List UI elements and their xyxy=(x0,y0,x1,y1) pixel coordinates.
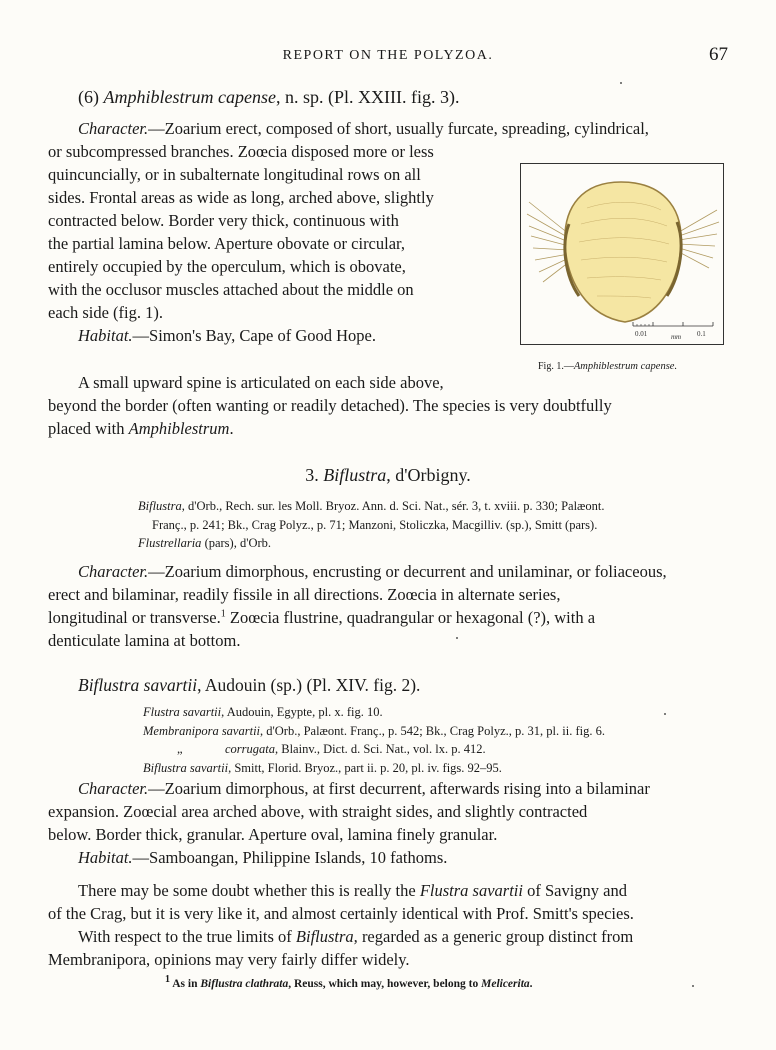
discussion-text: With respect to the true limits of xyxy=(78,927,296,946)
genus-character-line-2: erect and bilaminar, readily fissile in all directions. Zoœcia in alternate series, xyxy=(48,585,561,604)
species-suffix: , Audouin (sp.) (Pl. XIV. fig. 2). xyxy=(197,675,421,695)
discussion-text: regarded as a generic group distinct from xyxy=(357,927,634,946)
note-end: . xyxy=(229,419,234,438)
genus-references xyxy=(138,497,728,553)
ref-text: , Blainv., Dict. d. Sci. Nat., vol. lx. p. 412. xyxy=(275,742,486,756)
genus-character xyxy=(48,560,728,652)
character-text: —Zoarium dimorphous, at first decurrent, afterwards rising into a bilaminar xyxy=(148,779,650,798)
footnote-name: Biflustra clathrata xyxy=(200,978,289,990)
ditto-mark: „ xyxy=(177,742,183,756)
character-line-1 xyxy=(48,117,728,140)
discussion-line-2: of the Crag, but it is very like it, and almost certainly identical with Prof. Smitt's species. xyxy=(48,904,634,923)
character-line-6: the partial lamina below. Aperture obovate or circular, xyxy=(48,234,405,253)
note-line-1: A small upward spine is articulated on each side above, xyxy=(78,373,444,392)
note-line-3 xyxy=(48,417,728,440)
species-heading-amphiblestrum xyxy=(78,87,459,108)
species2-ref-2 xyxy=(143,722,733,741)
genus-number: 3. xyxy=(305,465,319,485)
species2-references xyxy=(143,703,733,777)
genus-ref-1 xyxy=(138,497,728,516)
character-line-8: with the occlusor muscles attached about the middle on xyxy=(48,280,414,299)
species2-character-line-1 xyxy=(48,777,728,800)
footnote-text: , Reuss, which may, however, belong to xyxy=(288,978,482,990)
species-heading-biflustra-savartii xyxy=(78,675,420,696)
paper-speck xyxy=(664,713,666,715)
paper-speck xyxy=(456,637,458,639)
character-line-7: entirely occupied by the operculum, which is obovate, xyxy=(48,257,406,276)
caption-name: Amphiblestrum capense. xyxy=(573,361,678,372)
genus-name: Biflustra xyxy=(323,465,387,485)
species-suffix: , n. sp. (Pl. XXIII. fig. 3). xyxy=(275,87,460,107)
character-text: longitudinal or transverse. xyxy=(48,608,221,627)
footnote-text: As in xyxy=(170,978,201,990)
species2-character-line-3: below. Border thick, granular. Aperture oval, lamina finely granular. xyxy=(48,825,498,844)
genus-character-line-3 xyxy=(48,606,728,629)
ref-name: Biflustra savartii xyxy=(143,760,229,775)
paper-speck xyxy=(692,985,694,987)
zooecium-illustration xyxy=(521,164,723,344)
species1-note xyxy=(48,371,728,440)
ref-name: Flustrellaria xyxy=(138,536,202,550)
species2-habitat xyxy=(48,846,728,869)
character-text: —Zoarium erect, composed of short, usually furcate, spreading, cylindrical, xyxy=(148,119,649,138)
ref-name: Biflustra xyxy=(138,499,182,513)
character-line-2: or subcompressed branches. Zoœcia disposed more or less xyxy=(48,142,434,161)
discussion-text: There may be some doubt whether this is really the xyxy=(78,881,420,900)
note-text: placed with xyxy=(48,419,129,438)
discussion-name: Biflustra, xyxy=(295,927,358,946)
character-line-5: contracted below. Border very thick, continuous with xyxy=(48,211,399,230)
species-name: Biflustra savartii xyxy=(78,675,198,695)
zooecium-body xyxy=(565,182,681,322)
character-label: Character. xyxy=(78,779,149,798)
footnote-name: Melicerita xyxy=(481,978,530,990)
discussion-text: of Savigny and xyxy=(522,881,627,900)
character-line-3: quincuncially, or in subalternate longitudinal rows on all xyxy=(48,165,421,184)
right-spines xyxy=(679,210,719,268)
species-name: Amphiblestrum capense xyxy=(103,87,276,107)
character-text: —Zoarium dimorphous, encrusting or decurrent and unilaminar, or foliaceous, xyxy=(148,562,667,581)
running-title: REPORT ON THE POLYZOA. xyxy=(282,48,494,63)
genus-author: , d'Orbigny. xyxy=(386,465,471,485)
page-number: 67 xyxy=(709,44,728,65)
species2-ref-3 xyxy=(143,740,733,759)
character-line-4: sides. Frontal areas as wide as long, arched above, slightly xyxy=(48,188,434,207)
character-label: Character. xyxy=(78,119,149,138)
scale-unit-label: mm xyxy=(671,333,682,341)
ref-name: Flustra savartii xyxy=(143,705,222,719)
paper-speck xyxy=(620,82,622,84)
ref-name: corrugata xyxy=(225,742,275,756)
species-number: (6) xyxy=(78,87,99,107)
habitat-label: Habitat. xyxy=(78,326,133,345)
character-line-9: each side (fig. 1). xyxy=(48,303,163,322)
ref-text: , d'Orb., Palæont. Franç., p. 542; Bk., Crag Polyz., p. 31, pl. ii. fig. 6. xyxy=(260,723,605,738)
scale-bar xyxy=(633,322,713,326)
habitat-text: —Simon's Bay, Cape of Good Hope. xyxy=(132,326,376,345)
footnote xyxy=(165,974,533,990)
ref-name: Membranipora savartii xyxy=(143,723,261,738)
discussion-line-1 xyxy=(48,879,728,902)
scale-right-label: 0.1 xyxy=(697,330,706,338)
note-line-2: beyond the border (often wanting or readily detached). The species is very doubtfully xyxy=(48,396,612,415)
genus-character-line-1 xyxy=(48,560,728,583)
ref-text: , Audouin, Egypte, pl. x. fig. 10. xyxy=(221,705,383,719)
habitat-text: —Samboangan, Philippine Islands, 10 fathoms. xyxy=(132,848,448,867)
species2-discussion xyxy=(48,879,728,971)
discussion-line-3 xyxy=(48,925,728,948)
ref-text: , Smitt, Florid. Bryoz., part ii. p. 20, pl. iv. figs. 92–95. xyxy=(228,760,502,775)
caption-prefix: Fig. 1.— xyxy=(538,361,574,372)
ref-text: , d'Orb., Rech. sur. les Moll. Bryoz. Ann. d. Sci. Nat., sér. 3, t. xviii. p. 330; Palæont. xyxy=(181,499,605,513)
habitat-label: Habitat. xyxy=(78,848,133,867)
footnote-text: . xyxy=(529,978,533,990)
genus-ref-2 xyxy=(138,534,728,553)
genus-heading xyxy=(0,465,776,486)
species2-character xyxy=(48,777,728,869)
discussion-name: Flustra savartii xyxy=(419,881,523,900)
scale-left-label: 0.01 xyxy=(635,330,648,338)
character-text: Zoœcia flustrine, quadrangular or hexagonal (?), with a xyxy=(225,608,596,627)
footnote-mark: 1 xyxy=(220,608,226,620)
figure-1 xyxy=(520,163,724,345)
discussion-line-4: Membranipora, opinions may very fairly differ widely. xyxy=(48,950,410,969)
species2-character-line-2: expansion. Zoœcial area arched above, with straight sides, and slightly contracted xyxy=(48,802,588,821)
left-spines xyxy=(527,202,569,282)
genus-ref-1-cont: Franç., p. 241; Bk., Crag Polyz., p. 71; Manzoni, Stoliczka, Macgilliv. (sp.), Smitt (pars). xyxy=(152,517,598,532)
genus-character-line-4: denticulate lamina at bottom. xyxy=(48,631,241,650)
species2-ref-4 xyxy=(143,759,733,778)
running-head xyxy=(48,44,728,68)
footnote-mark: 1 xyxy=(165,974,170,986)
note-genus: Amphiblestrum xyxy=(128,419,230,438)
ref-text: (pars), d'Orb. xyxy=(201,536,272,550)
species2-ref-1 xyxy=(143,703,733,722)
character-label: Character. xyxy=(78,562,149,581)
